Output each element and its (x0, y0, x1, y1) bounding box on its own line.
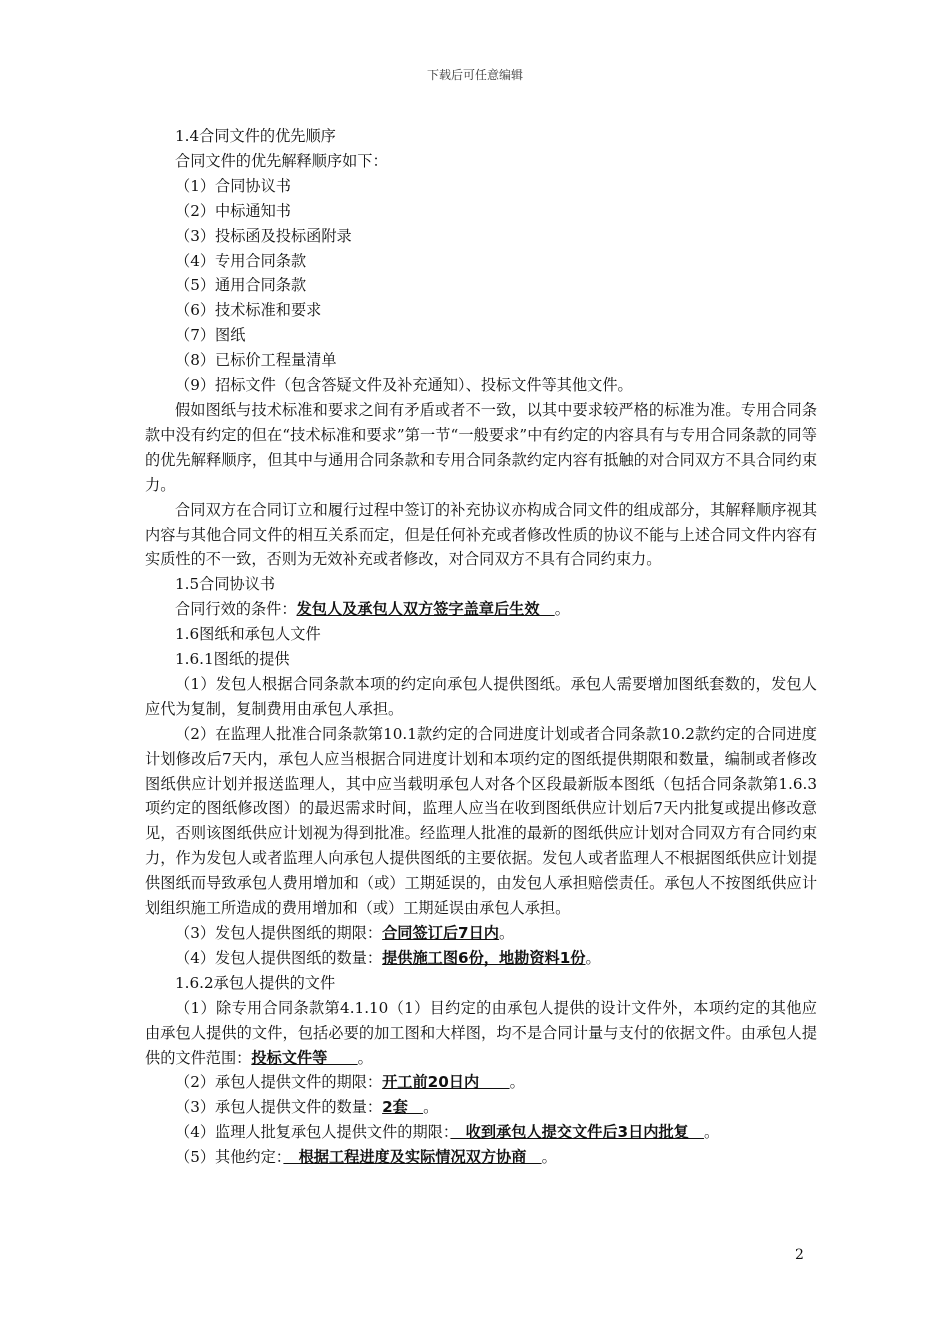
period: 。 (357, 1048, 373, 1067)
priority-list-item: （4）专用合同条款 (175, 251, 307, 270)
filled-value: 发包人及承包人双方签字盖章后生效 (296, 600, 555, 619)
section-1-4-title: 1.4合同文件的优先顺序 (175, 127, 336, 145)
filled-value: 根据工程进度及实际情况双方协商 (283, 1148, 542, 1167)
priority-list-item: （9）招标文件（包含答疑文件及补充通知）、投标文件等其他文件。 (175, 376, 633, 395)
drawings-paragraph-2: （2）在监理人批准合同条款第10.1款约定的合同进度计划或者合同条款10.2款约定的合同进度计划修改后7天内，承包人应当根据合同进度计划和本项约定的图纸提供期限和数量，编制或者修改图纸供应计划并报送监理人，其中应当载明承包人对各个区段最新版本图纸（包括合同条款第1.6.3项约定的图纸修改图）的最迟需求时间，监理人应当在收到图纸供应计划后7天内批复或提出修改意见，否则该图纸供应计划视为得到批准。经监理人批准的最新的图纸供应计划对合同双方有合同约束力，作为发包人或者监理人向承包人提供图纸的主要依据。发包人或者监理人不根据图纸供应计划提供图纸而导致承包人费用增加和（或）工期延误的，由发包人承担赔偿责任。承包人不按图纸供应计划组织施工所造成的费用增加和（或）工期延误由承包人承担。 (145, 724, 817, 918)
priority-list-item: （2）中标通知书 (175, 201, 291, 220)
drawings-deadline-line (145, 921, 817, 946)
section-1-5-title: 1.5合同协议书 (175, 575, 276, 594)
section-1-6-1-title: 1.6.1图纸的提供 (175, 650, 290, 669)
period: 。 (509, 1073, 525, 1092)
drawings-paragraph-1: （1）发包人根据合同条款本项的约定向承包人提供图纸。承包人需要增加图纸套数的，发包人应代为复制，复制费用由承包人承担。 (145, 674, 817, 718)
paragraph-text: （1）除专用合同条款第4.1.10（1）目约定的由承包人提供的设计文件外，本项约定的其他应由承包人提供的文件，包括必要的加工图和大样图，均不是合同计量与支付的依据文件。由承包人提供的文件范围： (145, 998, 817, 1067)
priority-list-item: （5）通用合同条款 (175, 276, 307, 295)
period: 。 (423, 1098, 439, 1117)
field-label: （2）承包人提供文件的期限： (175, 1073, 383, 1092)
period: 。 (554, 600, 570, 619)
filled-value: 2套 (382, 1098, 424, 1117)
field-label: （3）发包人提供图纸的期限： (175, 924, 383, 942)
field-label: （5）其他约定： (175, 1148, 284, 1167)
field-label: （4）监理人批复承包人提供文件的期限： (175, 1123, 451, 1142)
field-label: （3）承包人提供文件的数量： (175, 1098, 383, 1117)
period: 。 (499, 924, 515, 942)
priority-list-item: （3）投标函及投标函附录 (175, 226, 352, 245)
supervisor-approval-deadline (145, 1120, 817, 1145)
field-label: 合同行效的条件： (175, 600, 297, 619)
section-1-6-title: 1.6图纸和承包人文件 (175, 625, 321, 644)
filled-value: 提供施工图6份，地勘资料1份 (382, 948, 586, 967)
supplement-paragraph: 合同双方在合同订立和履行过程中签订的补充协议亦构成合同文件的组成部分，其解释顺序视其内容与其他合同文件的相互关系而定，但是任何补充或者修改性质的协议不能与上述合同文件内容有实质性的不一致，否则为无效补充或者修改，对合同双方不具有合同约束力。 (145, 500, 817, 569)
filled-value: 投标文件等 (251, 1048, 358, 1067)
other-agreements (145, 1145, 817, 1170)
period: 。 (541, 1148, 557, 1167)
period: 。 (704, 1123, 720, 1142)
page-number: 2 (795, 1247, 804, 1263)
priority-list-item: （6）技术标准和要求 (175, 301, 322, 320)
contractor-docs-scope (145, 996, 817, 1071)
field-label: （4）发包人提供图纸的数量： (175, 948, 383, 967)
filled-value: 合同签订后7日内 (382, 924, 499, 942)
document-body (145, 124, 817, 1170)
page-header: 下载后可任意编辑 (426, 68, 523, 82)
conflict-paragraph: 假如图纸与技术标准和要求之间有矛盾或者不一致，以其中要求较严格的标准为准。专用合同条款中没有约定的但在“技术标准和要求”第一节“一般要求”中有约定的内容具有与专用合同条款的同等的优先解释顺序，但其中与通用合同条款和专用合同条款约定内容有抵触的对合同双方不具合同约束力。 (145, 400, 817, 494)
drawings-quantity-line (145, 946, 817, 971)
filled-value: 收到承包人提交文件后3日内批复 (450, 1123, 705, 1142)
priority-list-item: （1）合同协议书 (175, 176, 291, 195)
contract-effective-line (145, 597, 817, 622)
priority-list-item: （7）图纸 (175, 326, 246, 345)
filled-value: 开工前20日内 (382, 1073, 510, 1092)
priority-list-item: （8）已标价工程量清单 (175, 351, 337, 370)
section-1-4-intro: 合同文件的优先解释顺序如下： (175, 151, 388, 170)
section-1-6-2-title: 1.6.2承包人提供的文件 (175, 973, 336, 992)
period: 。 (585, 948, 601, 967)
contractor-docs-deadline (145, 1070, 817, 1095)
contractor-docs-quantity (145, 1095, 817, 1120)
